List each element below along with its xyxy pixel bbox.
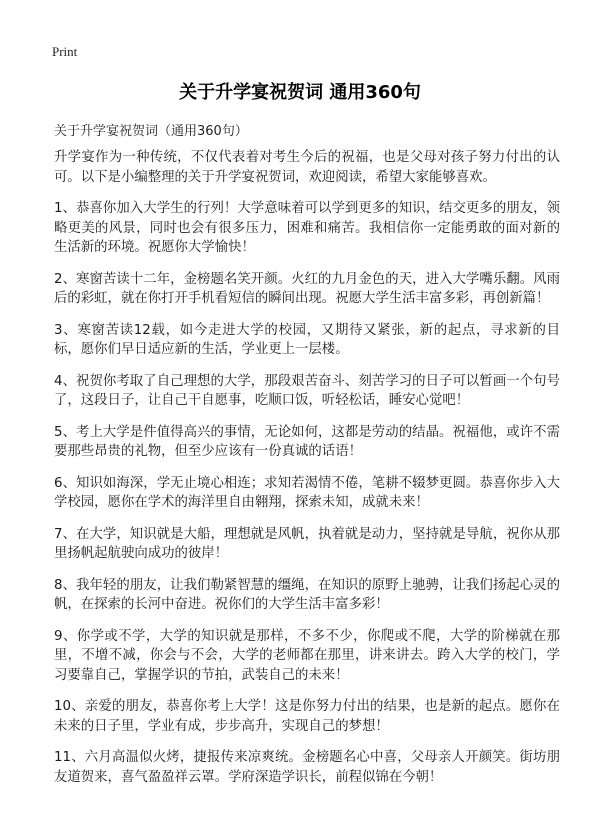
list-item: 8、我年轻的朋友，让我们勒紧智慧的缰绳，在知识的原野上驰骋，让我们扬起心灵的帆，在探索的长河中奋进。祝你们的大学生活丰富多彩！ <box>54 577 560 612</box>
print-link[interactable]: Print <box>52 44 78 59</box>
list-item: 10、亲爱的朋友，恭喜你考上大学！这是你努力付出的结果，也是新的起点。愿你在未来的日子里，学业有成，步步高升，实现自己的梦想！ <box>54 699 560 734</box>
list-item: 5、考上大学是件值得高兴的事情，无论如何，这都是劳动的结晶。祝福他，或许不需要那些昂贵的礼物，但至少应该有一份真诚的话语！ <box>54 424 560 459</box>
list-item: 2、寒窗苦读十二年，金榜题名笑开颜。火红的九月金色的天，进入大学嘴乐翻。风雨后的彩虹，就在你打开手机看短信的瞬间出现。祝愿大学生活丰富多彩，再创新篇！ <box>54 271 560 306</box>
list-item: 7、在大学，知识就是大船，理想就是风帆，执着就是动力，坚持就是导航，祝你从那里扬帆起航驶向成功的彼岸！ <box>54 526 560 561</box>
intro-paragraph: 升学宴作为一种传统，不仅代表着对考生今后的祝福，也是父母对孩子努力付出的认可。以下是小编整理的关于升学宴祝贺词，欢迎阅读，希望大家能够喜欢。 <box>54 150 560 185</box>
article-body <box>54 148 560 799</box>
list-item: 11、六月高温似火烤，捷报传来凉爽统。金榜题名心中喜，父母亲人开颜笑。街坊朋友道贺来，喜气盈盈祥云罩。学府深造学识长，前程似锦在今朝！ <box>54 750 560 785</box>
list-item: 1、恭喜你加入大学生的行列！大学意味着可以学到更多的知识，结交更多的朋友，领略更美的风景，同时也会有很多压力，困难和痛苦。我相信你一定能勇敢的面对新的生活新的环境。祝愿你大学愉快！ <box>54 201 560 255</box>
page-title: 关于升学宴祝贺词 通用360句 <box>179 82 421 103</box>
list-item: 4、祝贺你考取了自己理想的大学，那段艰苦奋斗、刻苦学习的日子可以暂画一个句号了，这段日子，让自己干自愿事，吃顺口饭，听轻松话，睡安心觉吧！ <box>54 373 560 408</box>
list-item: 9、你学或不学，大学的知识就是那样，不多不少，你爬或不爬，大学的阶梯就在那里，不增不减，你会与不会，大学的老师都在那里，讲来讲去。跨入大学的校门，学习要靠自己，掌握学识的节拍，武装自己的未来！ <box>54 628 560 683</box>
list-item: 6、知识如海深，学无止境心相连；求知若渴情不倦，笔耕不辍梦更圆。恭喜你步入大学校园，愿你在学术的海洋里自由翱翔，探索未知，成就未来！ <box>54 475 560 510</box>
list-item: 3、寒窗苦读12载，如今走进大学的校园，又期待又紧张，新的起点，寻求新的目标，愿你们早日适应新的生活，学业更上一层楼。 <box>54 322 560 357</box>
page-subtitle: 关于升学宴祝贺词（通用360句） <box>54 124 248 139</box>
